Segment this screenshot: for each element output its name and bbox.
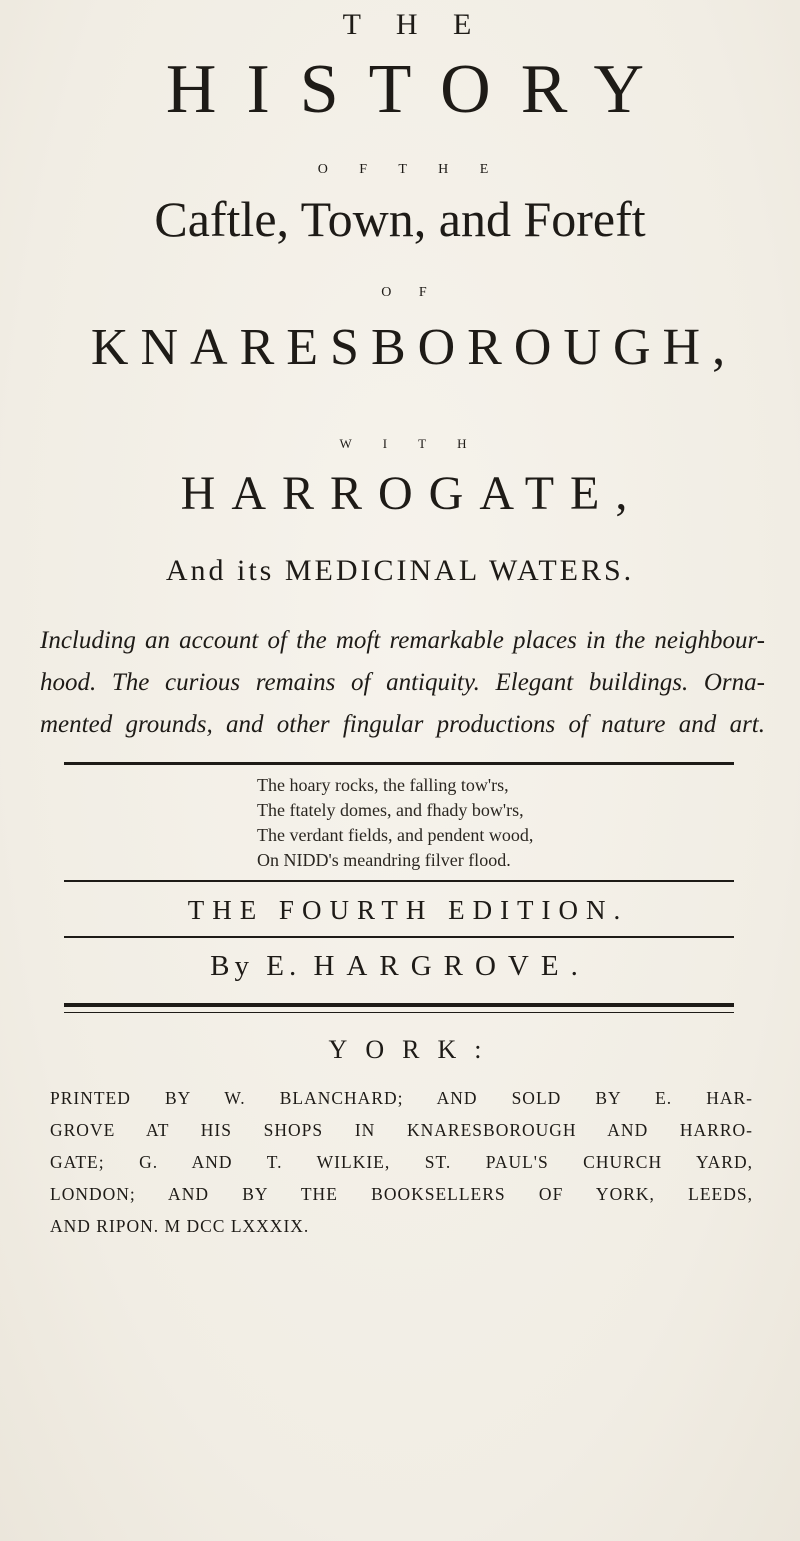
divider-rule xyxy=(64,936,734,938)
place-of-printing: YORK: xyxy=(328,1035,500,1064)
double-rule-thick xyxy=(64,1003,734,1007)
author-prefix: By E. xyxy=(210,950,302,982)
imprint-line: GATE; G. AND T. WILKIE, ST. PAUL'S CHURCH YARD, xyxy=(50,1152,753,1172)
harrogate-heading: HARROGATE, xyxy=(180,467,644,520)
author-surname: HARGROVE. xyxy=(313,950,590,982)
knaresborough-heading: KNARESBOROUGH, xyxy=(90,319,738,376)
epigraph-line: On NIDD's meandring filver flood. xyxy=(257,850,511,870)
imprint-line: LONDON; AND BY THE BOOKSELLERS OF YORK, LEEDS, xyxy=(50,1184,753,1204)
imprint-line: AND RIPON. M DCC LXXXIX. xyxy=(50,1216,310,1236)
imprint-line: GROVE AT HIS SHOPS IN KNARESBOROUGH AND HARRO- xyxy=(50,1120,753,1140)
description-line: mented grounds, and other fingular productions of nature and art. xyxy=(40,711,765,738)
imprint-line: PRINTED BY W. BLANCHARD; AND SOLD BY E. HAR- xyxy=(50,1088,753,1108)
medicinal-waters-line: And its MEDICINAL WATERS. xyxy=(165,554,635,587)
epigraph xyxy=(257,773,533,873)
epigraph-line: The verdant fields, and pendent wood, xyxy=(257,825,534,845)
edition-line: THE FOURTH EDITION. xyxy=(187,895,629,925)
description-paragraph xyxy=(40,620,765,746)
divider-rule xyxy=(64,880,734,882)
castle-town-forest-line: Caftle, Town, and Foreft xyxy=(154,191,646,247)
epigraph-line: The ftately domes, and fhady bow'rs, xyxy=(257,800,524,820)
of-the-line: O F T H E xyxy=(317,162,503,177)
history-heading: HISTORY xyxy=(165,51,675,128)
the-heading: T H E xyxy=(342,8,486,41)
description-line: Including an account of the moft remarkable places in the neighbour- xyxy=(40,627,765,654)
with-line: W I T H xyxy=(339,436,481,451)
of-line: O F xyxy=(381,285,439,300)
imprint xyxy=(50,1082,753,1242)
divider-rule xyxy=(64,762,734,765)
author-line xyxy=(0,950,800,983)
description-line: hood. The curious remains of antiquity. Elegant buildings. Orna- xyxy=(40,669,765,696)
epigraph-line: The hoary rocks, the falling tow'rs, xyxy=(257,775,509,795)
double-rule-thin xyxy=(64,1012,734,1013)
